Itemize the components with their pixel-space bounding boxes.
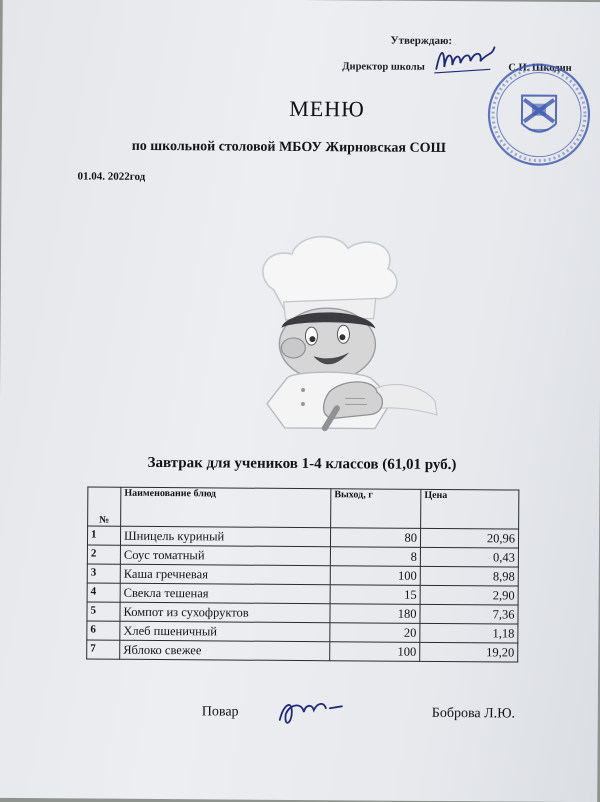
cook-label: Повар — [201, 704, 239, 720]
row-price: 7,36 — [420, 604, 518, 624]
table-row — [87, 564, 518, 586]
table-header-row — [88, 487, 519, 529]
table-row — [87, 545, 518, 567]
menu-table — [86, 487, 519, 663]
row-output: 180 — [330, 604, 420, 624]
row-price: 2,90 — [420, 585, 518, 605]
row-name: Каша гречневая — [120, 564, 330, 584]
row-output: 100 — [330, 566, 420, 586]
row-price: 19,20 — [420, 642, 518, 662]
row-name: Свекла тешеная — [120, 583, 330, 603]
row-name: Яблоко свежее — [120, 640, 330, 660]
cook-signature-icon — [270, 690, 348, 733]
page-title: МЕНЮ — [289, 95, 365, 122]
chef-illustration-icon — [225, 227, 451, 439]
row-num: 1 — [87, 526, 120, 545]
row-output: 80 — [330, 528, 420, 548]
director-label: Директор школы — [342, 61, 425, 73]
row-num: 2 — [87, 545, 120, 564]
table-row — [87, 640, 518, 662]
row-output: 8 — [330, 547, 420, 567]
row-price: 0,43 — [420, 547, 518, 567]
row-num: 5 — [87, 602, 120, 621]
row-name: Компот из сухофруктов — [120, 602, 330, 622]
row-num: 3 — [87, 564, 120, 583]
row-output: 15 — [330, 585, 420, 605]
row-output: 20 — [330, 623, 420, 643]
approve-label: Утверждаю: — [390, 34, 453, 48]
row-name: Соус томатный — [120, 545, 330, 565]
cook-name: Боброва Л.Ю. — [431, 705, 516, 722]
table-row — [87, 583, 518, 605]
header-price: Цена — [421, 489, 519, 529]
row-price: 20,96 — [420, 528, 518, 548]
row-price: 8,98 — [420, 566, 518, 586]
row-num: 4 — [87, 583, 120, 602]
director-name: С.И. Шкодин — [508, 62, 572, 74]
header-name: Наименование блюд — [121, 487, 331, 527]
row-name: Хлеб пшеничный — [120, 621, 330, 641]
table-row — [87, 621, 518, 643]
row-num: 6 — [87, 621, 120, 640]
row-name: Шницель куриный — [120, 526, 330, 546]
header-num: № — [88, 487, 121, 526]
breakfast-title: Завтрак для учеников 1-4 классов (61,01 руб.) — [147, 454, 457, 474]
row-price: 1,18 — [420, 623, 518, 643]
page-subtitle: по школьной столовой МБОУ Жирновская СОШ — [131, 138, 446, 157]
table-row — [87, 526, 518, 548]
row-num: 7 — [87, 640, 120, 659]
row-output: 100 — [330, 642, 420, 662]
header-output: Выход, г — [331, 489, 421, 529]
menu-date: 01.04. 2022год — [77, 170, 146, 183]
table-row — [87, 602, 518, 624]
